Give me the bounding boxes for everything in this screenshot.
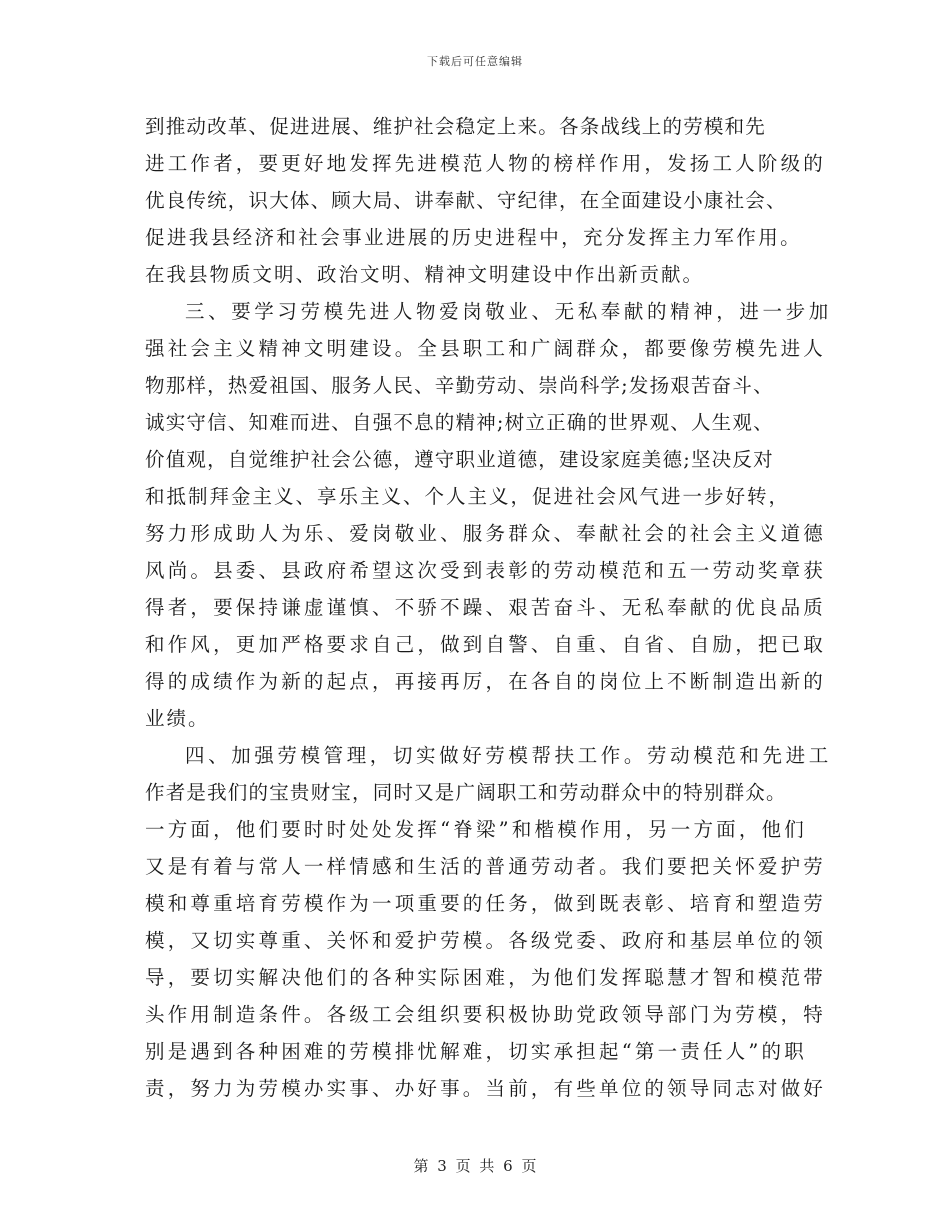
body-line: 责，努力为劳模办实事、办好事。当前，有些单位的领导同志对做好	[145, 1077, 827, 1100]
body-line: 物那样，热爱祖国、服务人民、辛勤劳动、崇尚科学;发扬艰苦奋斗、	[145, 374, 774, 397]
body-line: 别是遇到各种困难的劳模排忧解难，切实承担起“第一责任人”的职	[145, 1040, 807, 1063]
body-line: 促进我县经济和社会事业进展的历史进程中，充分发挥主力军作用。	[145, 226, 803, 249]
body-line: 和抵制拜金主义、享乐主义、个人主义，促进社会风气进一步好转，	[145, 485, 791, 508]
body-line: 强社会主义精神文明建设。全县职工和广阔群众，都要像劳模先进人	[145, 337, 827, 360]
body-line: 得者，要保持谦虚谨慎、不骄不躁、艰苦奋斗、无私奉献的优良品质	[145, 596, 827, 619]
body-line: 头作用制造条件。各级工会组织要积极协助党政领导部门为劳模，特	[145, 1003, 827, 1026]
body-line: 优良传统，识大体、顾大局、讲奉献、守纪律，在全面建设小康社会、	[145, 189, 787, 212]
body-line: 在我县物质文明、政治文明、精神文明建设中作出新贡献。	[145, 263, 705, 286]
body-line: 诚实守信、知难而进、自强不息的精神;树立正确的世界观、人生观、	[145, 411, 774, 434]
paragraph-start-line: 三、要学习劳模先进人物爱岗敬业、无私奉献的精神，进一步加	[185, 300, 832, 323]
body-line: 进工作者，要更好地发挥先进模范人物的榜样作用，发扬工人阶级的	[145, 152, 827, 175]
body-line: 价值观，自觉维护社会公德，遵守职业道德，建设家庭美德;坚决反对	[145, 448, 774, 471]
body-line: 导，要切实解决他们的各种实际困难，为他们发挥聪慧才智和模范带	[145, 966, 827, 989]
body-line: 到推动改革、促进进展、维护社会稳定上来。各条战线上的劳模和先	[145, 115, 767, 138]
body-line: 得的成绩作为新的起点，再接再厉，在各自的岗位上不断制造出新的	[145, 670, 827, 693]
body-line: 业绩。	[145, 707, 210, 730]
body-line: 模和尊重培育劳模作为一项重要的任务，做到既表彰、培育和塑造劳	[145, 892, 827, 915]
body-line: 又是有着与常人一样情感和生活的普通劳动者。我们要把关怀爱护劳	[145, 855, 827, 878]
body-line: 作者是我们的宝贵财宝，同时又是广阔职工和劳动群众中的特别群众。	[145, 781, 787, 804]
page-header: 下载后可任意编辑	[427, 55, 523, 68]
paragraph-start-line: 四、加强劳模管理，切实做好劳模帮扶工作。劳动模范和先进工	[185, 744, 832, 767]
body-line: 一方面，他们要时时处处发挥“脊梁”和楷模作用，另一方面，他们	[145, 818, 807, 841]
body-line: 努力形成助人为乐、爱岗敬业、服务群众、奉献社会的社会主义道德	[145, 522, 827, 545]
body-line: 模，又切实尊重、关怀和爱护劳模。各级党委、政府和基层单位的领	[145, 929, 827, 952]
body-line: 风尚。县委、县政府希望这次受到表彰的劳动模范和五一劳动奖章获	[145, 559, 827, 582]
document-body	[145, 108, 832, 1107]
body-line: 和作风，更加严格要求自己，做到自警、自重、自省、自励，把已取	[145, 633, 827, 656]
page-number-footer: 第 3 页 共 6 页	[413, 1157, 537, 1175]
